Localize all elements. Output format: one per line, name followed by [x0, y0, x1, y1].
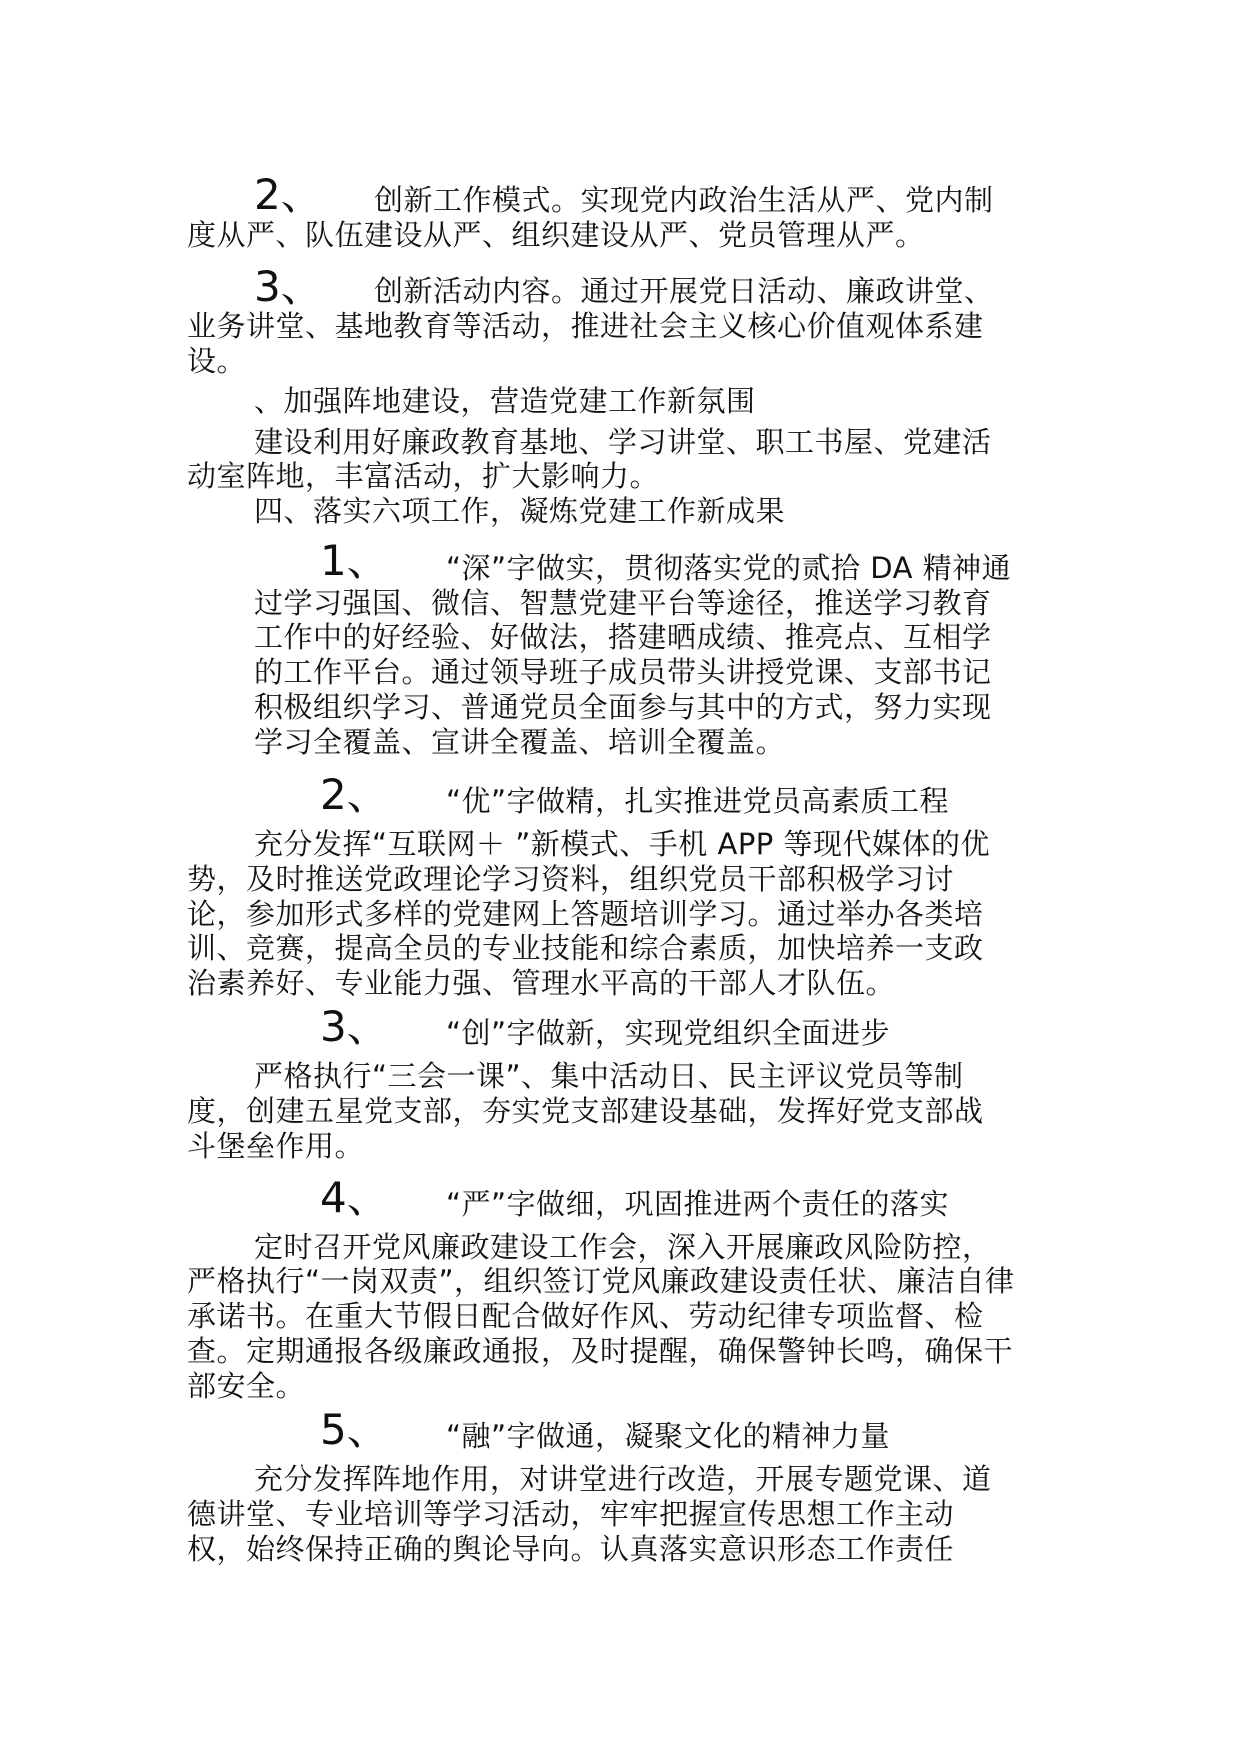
- paragraph-line: 度，创建五星党支部，夯实党支部建设基础，发挥好党支部战: [187, 1094, 984, 1128]
- paragraph-line: 严格执行“一岗双责”，组织签订党风廉政建设责任状、廉洁自律: [187, 1264, 1015, 1298]
- paragraph-line: 定时召开党风廉政建设工作会，深入开展廉政风险防控，: [254, 1230, 992, 1264]
- paragraph-line: 充分发挥“互联网＋ ”新模式、手机 APP 等现代媒体的优: [254, 827, 991, 861]
- paragraph-line: 斗堡垒作用。: [187, 1129, 365, 1163]
- paragraph-line: 业务讲堂、基地教育等活动，推进社会主义核心价值观体系建: [187, 309, 984, 343]
- paragraph-line: 查。定期通报各级廉政通报，及时提醒，确保警钟长鸣，确保干: [187, 1334, 1014, 1368]
- section-number: 2、: [254, 170, 323, 219]
- item-title: “优”字做精，扎实推进党员高素质工程: [446, 784, 950, 818]
- paragraph-line: 权，始终保持正确的舆论导向。认真落实意识形态工作责任: [187, 1532, 955, 1566]
- item-number: 2、: [320, 770, 389, 819]
- paragraph-line: 工作中的好经验、好做法，搭建晒成绩、推亮点、互相学: [254, 620, 992, 654]
- paragraph-line: 学习全覆盖、宣讲全覆盖、培训全覆盖。: [254, 725, 786, 759]
- paragraph-line: 论，参加形式多样的党建网上答题培训学习。通过举办各类培: [187, 897, 984, 931]
- item-title: “融”字做通，凝聚文化的精神力量: [446, 1419, 891, 1453]
- paragraph-line: 积极组织学习、普通党员全面参与其中的方式，努力实现: [254, 690, 992, 724]
- item-number: 5、: [320, 1405, 389, 1454]
- paragraph-line: 的工作平台。通过领导班子成员带头讲授党课、支部书记: [254, 655, 992, 689]
- section-heading: 四、落实六项工作，凝炼党建工作新成果: [254, 494, 786, 528]
- paragraph-line: 度从严、队伍建设从严、组织建设从严、党员管理从严。: [187, 218, 925, 252]
- paragraph-line: 训、竞赛，提高全员的专业技能和综合素质，加快培养一支政: [187, 931, 984, 965]
- paragraph-line: 承诺书。在重大节假日配合做好作风、劳动纪律专项监督、检: [187, 1299, 984, 1333]
- paragraph-line: 部安全。: [187, 1369, 306, 1403]
- item-title: “严”字做细，巩固推进两个责任的落实: [446, 1187, 950, 1221]
- item-number: 1、: [320, 536, 389, 585]
- paragraph-line: 建设利用好廉政教育基地、学习讲堂、职工书屋、党建活: [254, 425, 992, 459]
- paragraph-line: 充分发挥阵地作用，对讲堂进行改造，开展专题党课、道: [254, 1462, 992, 1496]
- paragraph-line: 动室阵地，丰富活动，扩大影响力。: [187, 459, 660, 493]
- paragraph-line: 创新工作模式。实现党内政治生活从严、党内制: [374, 183, 994, 217]
- paragraph-line: “深”字做实，贯彻落实党的贰拾 DA 精神通: [446, 551, 1012, 585]
- paragraph-line: 过学习强国、微信、智慧党建平台等途径，推送学习教育: [254, 586, 992, 620]
- section-number: 3、: [254, 262, 323, 311]
- item-title: “创”字做新，实现党组织全面进步: [446, 1016, 891, 1050]
- paragraph-line: 设。: [187, 344, 247, 378]
- paragraph-line: 治素养好、专业能力强、管理水平高的干部人才队伍。: [187, 966, 896, 1000]
- paragraph-line: 严格执行“三会一课”、集中活动日、民主评议党员等制: [254, 1059, 964, 1093]
- section-heading: 、加强阵地建设，营造党建工作新氛围: [254, 384, 756, 418]
- item-number: 3、: [320, 1002, 389, 1051]
- paragraph-line: 德讲堂、专业培训等学习活动，牢牢把握宣传思想工作主动: [187, 1497, 955, 1531]
- paragraph-line: 势，及时推送党政理论学习资料，组织党员干部积极学习讨: [187, 862, 955, 896]
- item-number: 4、: [320, 1173, 389, 1222]
- paragraph-line: 创新活动内容。通过开展党日活动、廉政讲堂、: [374, 274, 994, 308]
